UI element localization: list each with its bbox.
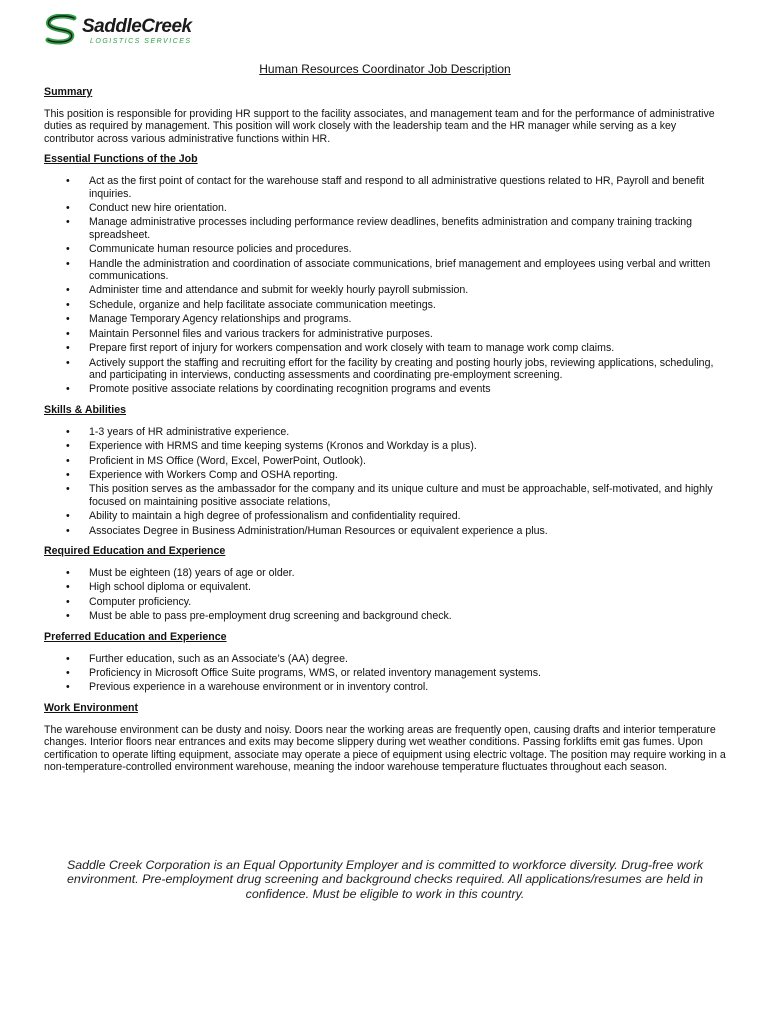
- list-item: [44, 455, 726, 467]
- bullet-icon: •: [66, 595, 70, 608]
- skills-heading: Skills & Abilities: [44, 403, 127, 416]
- list-item-text: Must be eighteen (18) years of age or older.: [89, 566, 295, 579]
- list-item: [44, 284, 726, 296]
- preferred-education-heading: Preferred Education and Experience: [44, 630, 227, 643]
- bullet-icon: •: [66, 425, 70, 438]
- bullet-icon: •: [66, 257, 70, 270]
- list-item: [44, 313, 726, 325]
- list-item-text: Act as the first point of contact for the warehouse staff and respond to all administrative questions related to HR, Payroll and benefit inquiries.: [89, 175, 705, 200]
- bullet-icon: •: [66, 681, 70, 694]
- required-education-list: [44, 567, 726, 623]
- list-item-text: Prepare first report of injury for workers compensation and work closely with team to manage work comp claims.: [89, 342, 615, 355]
- list-item: [44, 596, 726, 608]
- list-item: [44, 175, 726, 200]
- list-item: [44, 469, 726, 481]
- bullet-icon: •: [66, 510, 70, 523]
- bullet-icon: •: [66, 440, 70, 453]
- bullet-icon: •: [66, 610, 70, 623]
- list-item: [44, 581, 726, 593]
- list-item-text: Associates Degree in Business Administration/Human Resources or equivalent experience a plus.: [89, 524, 548, 537]
- list-item: [44, 440, 726, 452]
- list-item: [44, 483, 726, 508]
- eeo-statement: Saddle Creek Corporation is an Equal Opportunity Employer and is committed to workforce diversity. Drug-free work environment. Pre-employment drug screening and background checks required. All applications/resumes are held in confidence. Must be eligible to work in this country.: [66, 858, 704, 901]
- list-item-text: Handle the administration and coordination of associate communications, brief management and employees using verbal and written communications.: [89, 257, 711, 283]
- list-item: [44, 653, 726, 665]
- bullet-icon: •: [66, 216, 70, 229]
- list-item: [44, 216, 726, 241]
- list-item: [44, 299, 726, 311]
- list-item: [44, 383, 726, 395]
- bullet-icon: •: [66, 175, 70, 188]
- list-item: [44, 667, 726, 679]
- list-item-text: Proficient in MS Office (Word, Excel, PowerPoint, Outlook).: [89, 454, 366, 467]
- list-item: [44, 328, 726, 340]
- list-item-text: Manage Temporary Agency relationships and programs.: [89, 313, 352, 326]
- list-item-text: Must be able to pass pre-employment drug screening and background check.: [89, 610, 452, 623]
- list-item: [44, 426, 726, 438]
- bullet-icon: •: [66, 342, 70, 355]
- bullet-icon: •: [66, 667, 70, 679]
- bullet-icon: •: [66, 356, 70, 369]
- bullet-icon: •: [66, 524, 70, 537]
- bullet-icon: •: [66, 566, 70, 579]
- logo-wordmark: SaddleCreek: [82, 16, 192, 37]
- bullet-icon: •: [66, 454, 70, 467]
- list-item-text: Schedule, organize and help facilitate associate communication meetings.: [89, 298, 436, 311]
- list-item-text: Experience with HRMS and time keeping systems (Kronos and Workday is a plus).: [89, 440, 477, 453]
- list-item-text: Ability to maintain a high degree of professionalism and confidentiality required.: [89, 510, 461, 523]
- list-item-text: This position serves as the ambassador for the company and its unique culture and must be approachable, self-motivated, and highly focused on maintaining positive associate relations,: [89, 483, 713, 508]
- bullet-icon: •: [66, 313, 70, 326]
- bullet-icon: •: [66, 652, 70, 665]
- work-environment-text: The warehouse environment can be dusty and noisy. Doors near the working areas are frequently open, causing drafts and interior temperature changes. Interior floors near entrances and exits may become slippery during wet weather conditions. Passing forklifts emit gas fumes. Upon certification to operate lifting equipment, associate may operate a piece of equipment using electric voltage. The position may require working in a non-temperature-controlled environment warehouse, meaning the indoor warehouse temperature fluctuates throughout each season.: [44, 723, 726, 774]
- essential-functions-heading: Essential Functions of the Job: [44, 153, 198, 166]
- bullet-icon: •: [66, 383, 70, 396]
- document-title: Human Resources Coordinator Job Description: [259, 62, 511, 76]
- bullet-icon: •: [66, 284, 70, 297]
- list-item: [44, 258, 726, 283]
- list-item: [44, 510, 726, 522]
- summary-heading: Summary: [44, 86, 93, 98]
- essential-functions-list: [44, 175, 726, 396]
- list-item-text: Conduct new hire orientation.: [89, 202, 227, 215]
- bullet-icon: •: [66, 202, 70, 215]
- list-item-text: Previous experience in a warehouse environment or in inventory control.: [89, 681, 429, 694]
- list-item: [44, 610, 726, 622]
- bullet-icon: •: [66, 468, 70, 481]
- list-item-text: Experience with Workers Comp and OSHA reporting.: [89, 468, 338, 481]
- list-item-text: Communicate human resource policies and procedures.: [89, 243, 352, 256]
- list-item-text: Computer proficiency.: [89, 595, 192, 608]
- list-item: [44, 342, 726, 354]
- list-item-text: Actively support the staffing and recruiting effort for the facility by creating and posting hourly jobs, reviewing applications, scheduling, and participating in interviews, conducting assessments and coordinating pre-employment screening.: [89, 356, 714, 381]
- list-item-text: High school diploma or equivalent.: [89, 581, 251, 594]
- bullet-icon: •: [66, 298, 70, 311]
- list-item-text: Manage administrative processes including performance review deadlines, benefits administration and company training tracking spreadsheet.: [89, 216, 692, 241]
- work-environment-heading: Work Environment: [44, 701, 138, 714]
- list-item: [44, 243, 726, 255]
- bullet-icon: •: [66, 327, 70, 340]
- bullet-icon: •: [66, 483, 70, 496]
- document-body: [44, 62, 726, 781]
- summary-text: This position is responsible for providing HR support to the facility associates, and management team and for the performance of administrative duties as required by management. This position will work closely with the leadership team and the HR manager while serving as a key contributor across various administrative functions within HR.: [44, 108, 715, 145]
- bullet-icon: •: [66, 243, 70, 256]
- list-item: [44, 567, 726, 579]
- list-item: [44, 202, 726, 214]
- bullet-icon: •: [66, 581, 70, 594]
- list-item-text: Promote positive associate relations by coordinating recognition programs and events: [89, 383, 491, 396]
- skills-list: [44, 426, 726, 537]
- list-item-text: Further education, such as an Associate’s (AA) degree.: [89, 652, 348, 665]
- logo-tagline: LOGISTICS SERVICES: [90, 38, 192, 45]
- list-item: [44, 681, 726, 693]
- required-education-heading: Required Education and Experience: [44, 544, 226, 557]
- company-logo: [44, 14, 194, 48]
- list-item-text: 1-3 years of HR administrative experience.: [89, 425, 290, 438]
- list-item-text: Administer time and attendance and submit for weekly hourly payroll submission.: [89, 284, 469, 297]
- list-item-text: Proficiency in Microsoft Office Suite programs, WMS, or related inventory management systems.: [89, 667, 541, 679]
- list-item: [44, 357, 726, 382]
- list-item: [44, 525, 726, 537]
- preferred-education-list: [44, 653, 726, 694]
- saddle-creek-s-logo-icon: [44, 14, 80, 46]
- list-item-text: Maintain Personnel files and various trackers for administrative purposes.: [89, 327, 433, 340]
